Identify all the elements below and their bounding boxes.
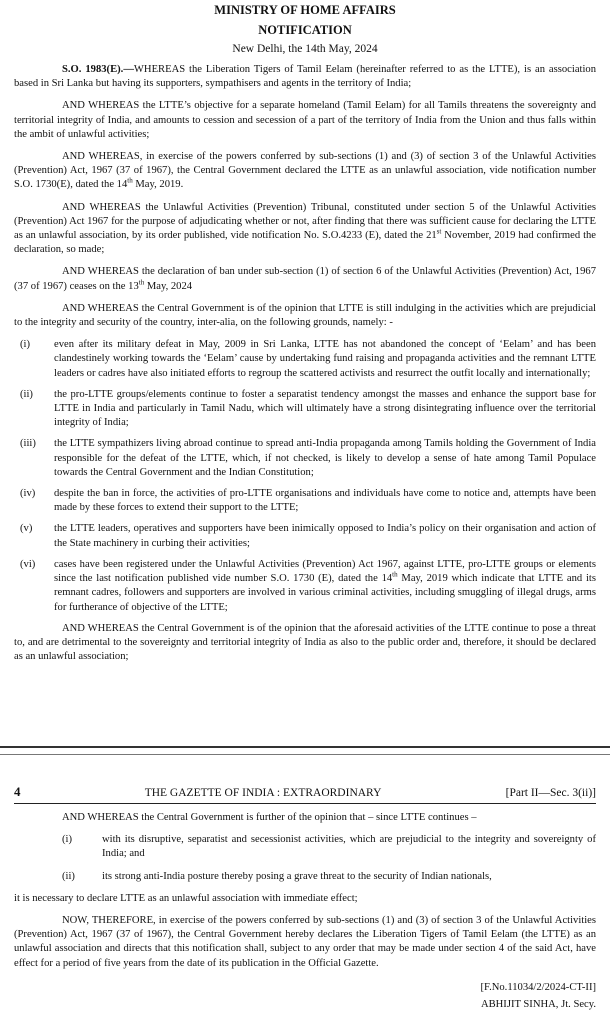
ground-text: the LTTE leaders, operatives and supporters have been inimically opposed to India’s policy on their organisation and action of the State machinery in curbing their activities; [54,523,596,549]
further-ground-text: with its disruptive, separatist and secessionist activities, which are prejudicial to the integrity and sovereignty of India; and [102,834,596,860]
ground-item [14,522,596,550]
ground-item [14,558,596,615]
paragraph-5 [14,265,596,293]
ground-vi-text-b: May, 2019 which indicate that LTTE and its remnant cadres, followers and supporters are involved in various criminal activities, including smuggling of illegal drugs, arms for furtherance of objective of the LTTE; [54,573,596,613]
ground-number: (v) [20,523,33,535]
notification-heading: NOTIFICATION [258,23,352,37]
ground-number: (ii) [20,388,33,400]
ground-vi-text-a: cases have been registered under the Unlawful Activities (Prevention) Act 1967, against LTTE, pro-LTTE groups or elements since the last notification published vide number S.O. 1730 (E), dated the 14 [54,558,596,585]
ground-number: (i) [20,339,30,351]
paragraph-3-sup: th [127,176,133,185]
paragraph-8: AND WHEREAS the Central Government is further of the opinion that – since LTTE continues – [62,812,477,823]
paragraph-3 [14,150,596,193]
paragraph-5-sup: th [138,278,145,287]
paragraph-5-text-a: AND WHEREAS the declaration of ban under sub-section (1) of section 6 of the Unlawful Activities (Prevention) Act, 1967 (37 of 1967) ceases on the 13 [14,266,596,292]
gazette-part: [Part II—Sec. 3(ii)] [505,787,596,799]
paragraph-2: AND WHEREAS the LTTE’s objective for a separate homeland (Tamil Eelam) for all Tamils threatens the sovereignty and territorial integrity of India, and amounts to cession and secession of a part of the territory of India from the Union and thus falls within the ambit of unlawful activities; [14,100,596,140]
further-ground-number: (ii) [62,870,75,882]
ground-item [14,388,596,431]
ground-item [14,487,596,515]
signatory: ABHIJIT SINHA, Jt. Secy. [480,998,596,1010]
page-4-section [14,784,596,1013]
further-ground-item [14,870,596,884]
paragraph-5-text-b: May, 2024 [144,280,193,292]
paragraph-4-text-b: November, 2019 had confirmed the declaration, so made; [14,230,597,256]
ground-item [14,437,596,480]
ground-text: the LTTE sympathizers living abroad continue to spread anti-India propaganda among Tamils holding the Government of India responsible for the defeat of the LTTE, which, if not checked, is likely to develop a sense of hate among Tamil Populace towards the Central Government and the Indian Constitution; [54,438,596,478]
gazette-title: THE GAZETTE OF INDIA : EXTRAORDINARY [144,787,382,799]
ground-vi-sup: th [392,570,398,579]
paragraph-10: NOW, THEREFORE, in exercise of the powers conferred by sub-sections (1) and (3) of section 3 of the Unlawful Activities (Prevention) Act, 1967 (37 of 1967), the Central Government hereby declares the Liberation Tigers of Tamil Eelam (the LTTE) as an unlawful association and directs that this notification shall, subject to any order that may be made under section 4 of the said Act, have effect for a period of five years from the date of its publication in the Official Gazette. [14,915,596,969]
further-ground-number: (i) [62,834,72,846]
ministry-heading: MINISTRY OF HOME AFFAIRS [214,3,396,17]
notification-section [14,1,596,672]
paragraph-6: AND WHEREAS the Central Government is of the opinion that LTTE is still indulging in the activities which are prejudicial to the integrity and security of the country, inter-alia, on the following grounds, namely: - [14,302,596,329]
paragraph-9: it is necessary to declare LTTE as an unlawful association with immediate effect; [14,892,358,904]
page-number: 4 [14,784,21,799]
paragraph-3-text-b: May, 2019. [132,179,184,191]
paragraph-1-text: WHEREAS the Liberation Tigers of Tamil Eelam (hereinafter referred to as the LTTE), is an association based in Sri Lanka but having its supporters, sympathisers and agents in the territory of India; [14,64,596,90]
gazette-page-header [14,784,596,804]
ground-number: (iii) [20,438,36,450]
further-ground-text: its strong anti-India posture thereby posing a grave threat to the security of Indian nationals, [102,870,492,882]
ground-text: even after its military defeat in May, 2009 in Sri Lanka, LTTE has not abandoned the concept of ‘Eelam’ and has been clandestinely working towards the ‘Eelam’ cause by undertaking fund raising and propaganda activities and the remnant LTTE leaders or cadres have also initiated efforts to regroup the scattered activists and resurrect the outfit locally and internationally; [54,339,596,379]
paragraph-7: AND WHEREAS the Central Government is of the opinion that the aforesaid activities of the LTTE continue to pose a threat to, and are detrimental to the sovereignty and territorial integrity of India as also to the public order and, therefore, it should be declared as an unlawful association; [14,622,596,663]
file-number: [F.No.11034/2/2024-CT-II] [480,981,596,993]
ground-text: despite the ban in force, the activities of pro-LTTE organisations and individuals have come to notice and, attempts have been made by these forces to extend their support to the LTTE; [54,488,596,514]
ground-item [14,338,596,381]
paragraph-4-text-a: AND WHEREAS the Unlawful Activities (Prevention) Tribunal, constituted under section 5 of the Unlawful Activities (Prevention) Act 1967 for the purpose of adjudicating whether or not, after finding that there was sufficient cause for declaring the LTTE as an unlawful association, by its order published, vide notification No. S.O.4233 (E), dated the 21 [14,201,596,242]
further-ground-item [14,833,596,861]
paragraph-4-sup: st [436,227,442,236]
paragraph-3-text-a: AND WHEREAS, in exercise of the powers conferred by sub-sections (1) and (3) of section 3 of the Unlawful Activities (Prevention) Act, 1967 (37 of 1967), the Central Government declared the LTTE as an unlawful association, vide notification number S.O. 1730(E), dated the 14 [14,151,596,191]
paragraph-1 [14,63,596,91]
ground-text: the pro-LTTE groups/elements continue to foster a separatist tendency amongst the masses and enhance the support base for LTTE in India and particularly in Tamil Nadu, which will ultimately have a strong disintegrating influence over the territorial integrity of India; [54,388,596,429]
paragraph-4 [14,201,596,258]
page-separator [0,746,610,755]
so-number: S.O. 1983(E).— [62,64,134,75]
ground-text [54,558,596,615]
date-line: New Delhi, the 14th May, 2024 [232,43,378,55]
ground-number: (iv) [20,488,36,500]
ground-number: (vi) [20,558,36,570]
